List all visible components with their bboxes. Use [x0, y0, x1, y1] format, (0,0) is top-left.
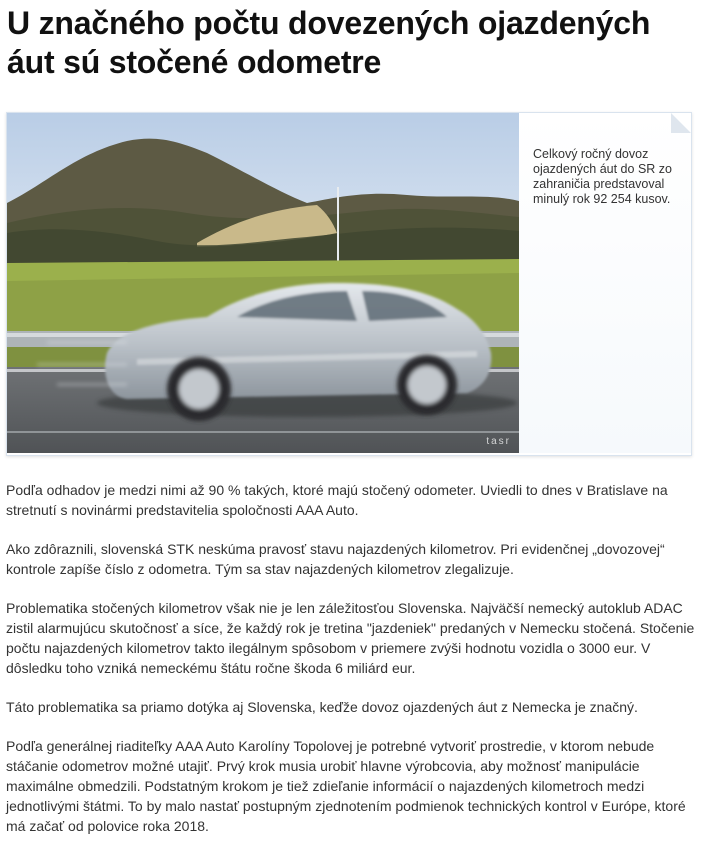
- photo-caption-box: [519, 113, 691, 453]
- photo-watermark: tasr: [486, 436, 511, 447]
- photo-caption: Celkový ročný dovoz ojazdených áut do SR zo zahraničia predstavoval minulý rok 92 254 kusov.: [533, 147, 672, 206]
- article-paragraph: Podľa generálnej riaditeľky AAA Auto Karolíny Topolovej je potrebné vytvoriť prostredie, v ktorom nebude stáčanie odometrov možné utajiť. Prvý krok musia urobiť hlavne výrobcovia, aby možnosť manipulácie maximálne obmedzili. Podstatným krokom je tiež zdieľanie informácií o najazdených kilometroch medzi jednotlivými štátmi. To by malo nastať postupným zjednotením podmienok technických kontrol v Európe, ktoré má začať od polovice roka 2018.: [6, 738, 686, 834]
- car-photo-icon: [7, 113, 519, 453]
- article-paragraph: Problematika stočených kilometrov však nie je len záležitosťou Slovenska. Najväčší nemecký autoklub ADAC zistil alarmujúcu skutočnosť a síce, že každý rok je tretina "jazdeniek" predaných v Nemecku stočená. Stočenie počtu najazdených kilometrov takto ilegálnym spôsobom v priemere zvýši hodnotu vozidla o 3000 eur. V dôsledku toho vzniká nemeckému štátu ročne škoda 6 miliárd eur.: [6, 600, 695, 676]
- article-body: [6, 480, 696, 855]
- article-paragraph: Ako zdôraznili, slovenská STK neskúma pravosť stavu najazdených kilometrov. Pri evidenčnej „dovozovej“ kontrole zapíše číslo z odometra. Tým sa stav najazdených kilometrov zlegalizuje.: [6, 541, 665, 577]
- article-paragraph: Táto problematika sa priamo dotýka aj Slovenska, keďže dovoz ojazdených áut z Nemecka je značný.: [6, 699, 638, 715]
- article-paragraph: Podľa odhadov je medzi nimi až 90 % takých, ktoré majú stočený odometer. Uviedli to dnes v Bratislave na stretnutí s novinármi predstavitelia spoločnosti AAA Auto.: [6, 482, 668, 518]
- article-media: [6, 112, 692, 456]
- page-fold-icon: [671, 113, 691, 133]
- article-headline: U značného počtu dovezených ojazdených áut sú stočené odometre: [7, 5, 651, 80]
- article-photo[interactable]: [7, 113, 519, 453]
